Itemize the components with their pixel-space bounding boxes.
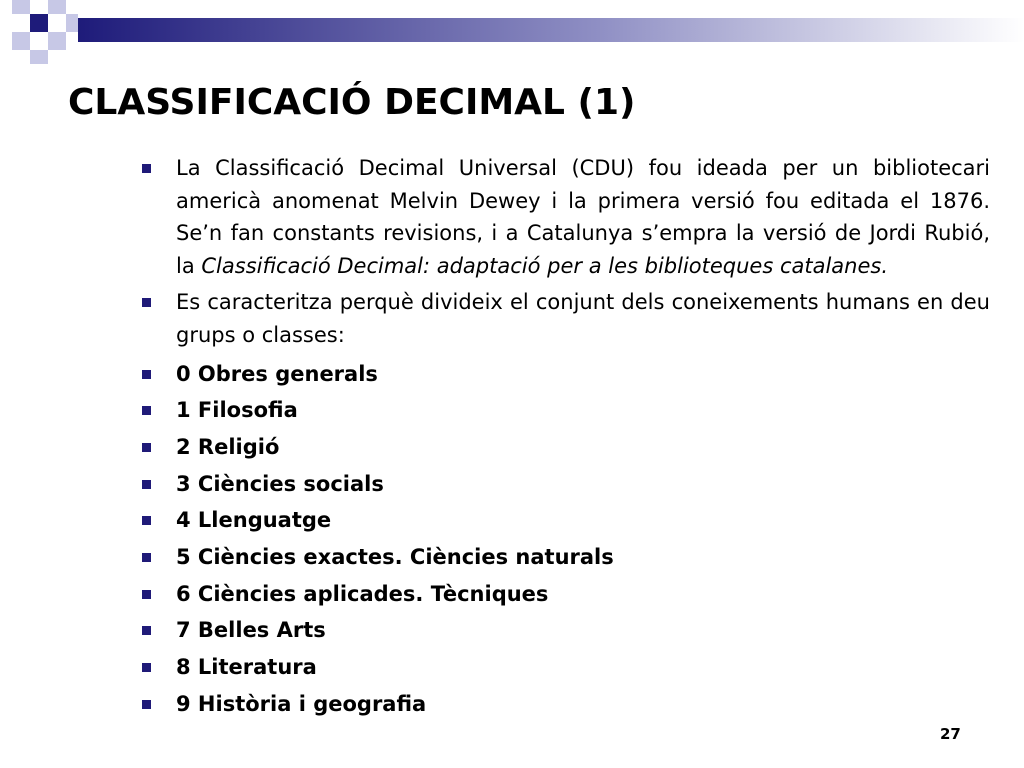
- book-title: Classificació Decimal: adaptació per a les biblioteques catalanes.: [201, 253, 889, 278]
- class-label: 3 Ciències socials: [176, 471, 384, 496]
- class-label: 0 Obres generals: [176, 361, 378, 386]
- square-bullet-icon: [142, 443, 151, 452]
- square-bullet-icon: [142, 663, 151, 672]
- square-bullet-icon: [142, 700, 151, 709]
- deco-square: [66, 14, 78, 32]
- header-decoration: [0, 0, 1024, 70]
- list-item: [140, 429, 990, 466]
- square-bullet-icon: [142, 626, 151, 635]
- class-label: 9 Història i geografia: [176, 691, 427, 716]
- square-bullet-icon: [142, 516, 151, 525]
- deco-square: [12, 0, 30, 14]
- deco-square: [30, 14, 48, 32]
- list-item: [140, 576, 990, 613]
- page-number: 27: [940, 725, 961, 743]
- class-label: 5 Ciències exactes. Ciències naturals: [176, 545, 614, 570]
- square-bullet-icon: [142, 370, 151, 379]
- intro-paragraph: La Classificació Decimal Universal (CDU) fou ideada per un bibliotecari americà anomenat Melvin Dewey i la primera versió fou editada el 1876. Se’n fan constants revisions, i a Catalunya s’empra la versió de Jordi Rubió, la Classificació Decimal: adaptació per a les biblioteques catalanes.: [176, 156, 990, 278]
- list-item: [140, 152, 990, 282]
- class-label: 1 Filosofia: [176, 398, 298, 423]
- square-bullet-icon: [142, 590, 151, 599]
- list-item: [140, 392, 990, 429]
- square-bullet-icon: [142, 164, 151, 173]
- class-label: 8 Literatura: [176, 655, 317, 680]
- square-bullet-icon: [142, 480, 151, 489]
- bullet-list: [140, 152, 990, 723]
- square-bullet-icon: [142, 553, 151, 562]
- square-bullet-icon: [142, 298, 151, 307]
- list-item: [140, 286, 990, 351]
- list-item: [140, 649, 990, 686]
- deco-square: [30, 50, 48, 64]
- header-gradient-bar: [78, 18, 1024, 42]
- classes-intro-paragraph: Es caracteritza perquè divideix el conjunt dels coneixements humans en deu grups o classes:: [176, 290, 990, 347]
- deco-square: [12, 32, 30, 50]
- deco-square: [48, 32, 66, 50]
- class-label: 4 Llenguatge: [176, 508, 332, 533]
- class-label: 6 Ciències aplicades. Tècniques: [176, 581, 549, 606]
- list-item: [140, 502, 990, 539]
- deco-square: [48, 0, 66, 14]
- slide-title: CLASSIFICACIÓ DECIMAL (1): [68, 82, 636, 123]
- list-item: [140, 356, 990, 393]
- list-item: [140, 686, 990, 723]
- class-label: 2 Religió: [176, 434, 280, 459]
- list-item: [140, 466, 990, 503]
- list-item: [140, 539, 990, 576]
- square-bullet-icon: [142, 406, 151, 415]
- class-label: 7 Belles Arts: [176, 618, 326, 643]
- list-item: [140, 612, 990, 649]
